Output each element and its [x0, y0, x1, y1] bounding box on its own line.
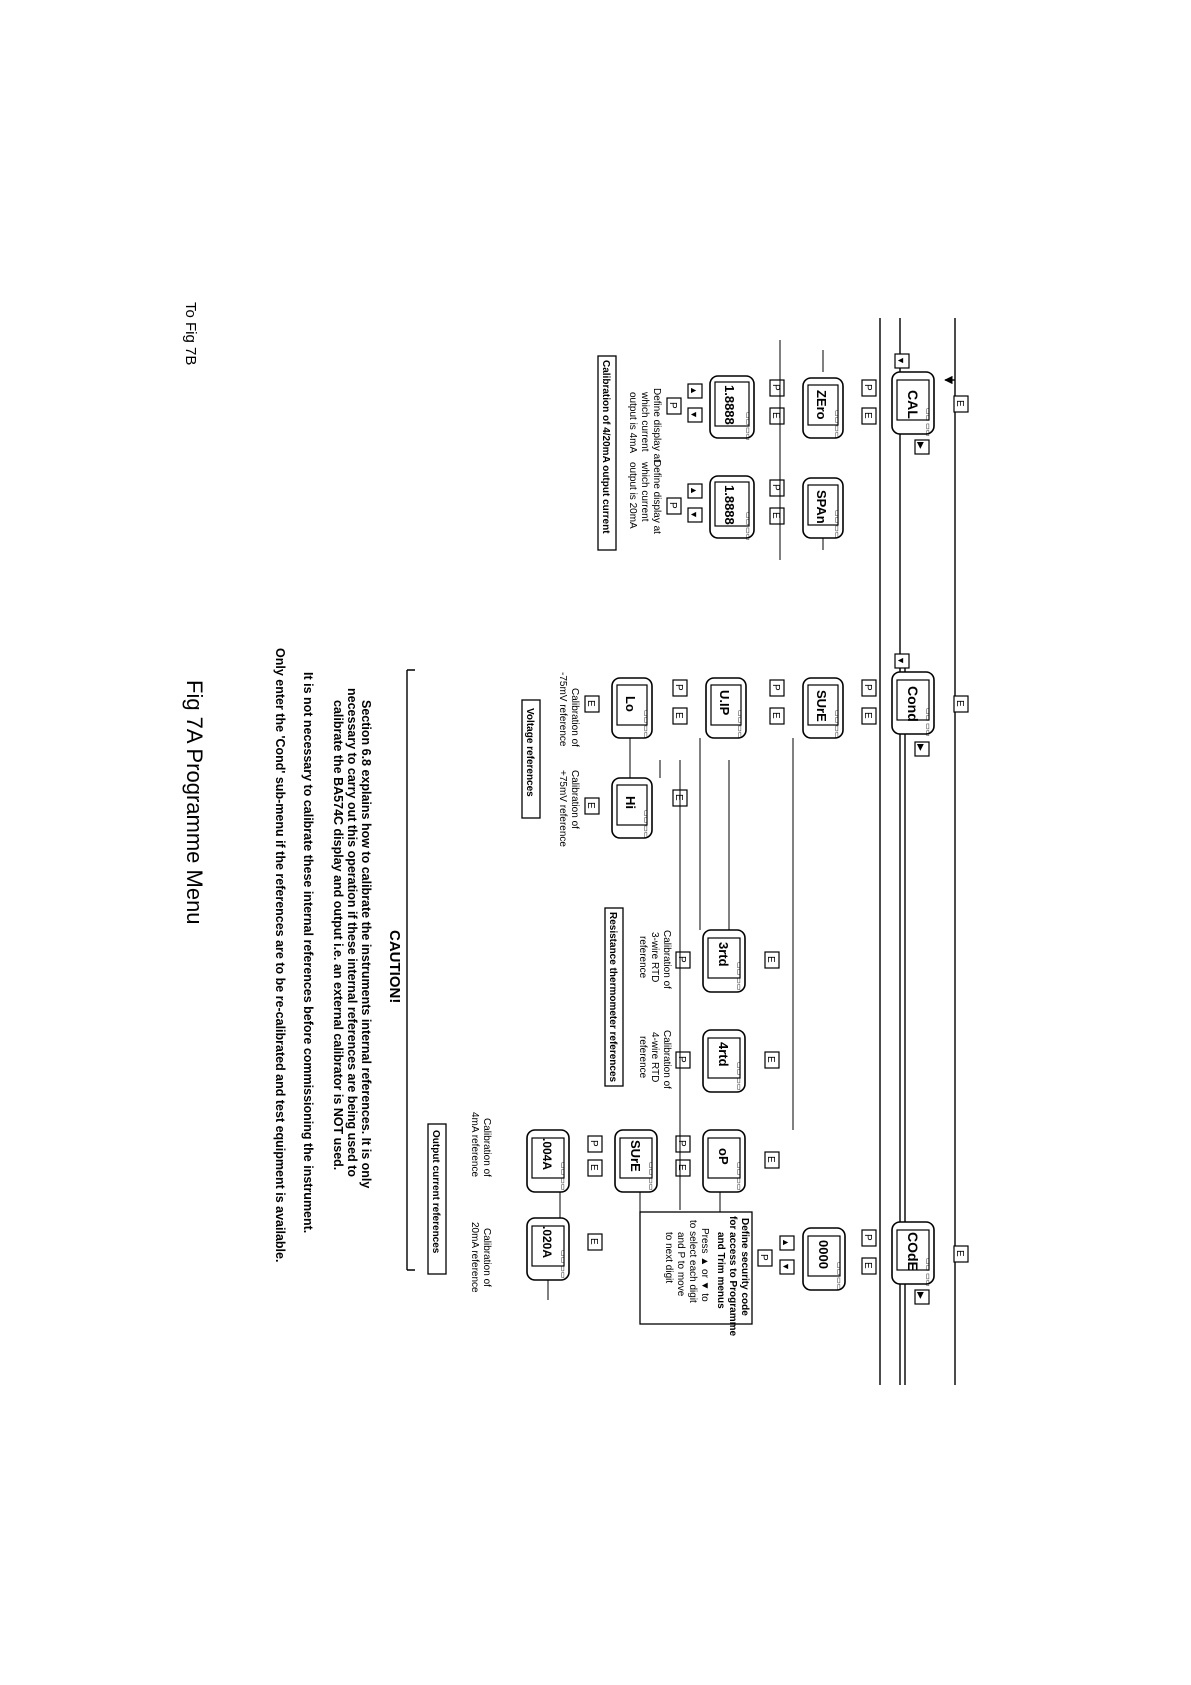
svg-text:▭▭ ▭▭: ▭▭ ▭▭ — [924, 708, 931, 737]
figure-title: Fig 7A Programme Menu — [182, 680, 207, 925]
svg-text:P: P — [588, 1140, 599, 1147]
caution-title: CAUTION! — [386, 930, 403, 1004]
svg-text:E: E — [588, 1238, 599, 1245]
svg-text:output is 20mA: output is 20mA — [627, 462, 638, 529]
voltage-lo[interactable] — [612, 678, 652, 738]
svg-text:E: E — [954, 400, 965, 407]
svg-text:▶: ▶ — [916, 442, 926, 449]
output-group-label — [428, 1124, 446, 1274]
menu-cond-label: Cond — [905, 686, 921, 722]
svg-text:▲: ▲ — [689, 486, 699, 495]
cond-uip[interactable] — [706, 678, 746, 738]
op-display[interactable] — [703, 1130, 745, 1192]
svg-text:P: P — [676, 956, 687, 963]
menu-cal-label: CAL — [905, 390, 921, 419]
svg-text:which current: which current — [639, 392, 650, 452]
svg-text:and P to move: and P to move — [675, 1232, 686, 1297]
svg-text:Output current references: Output current references — [430, 1130, 441, 1254]
svg-text:▼: ▼ — [689, 510, 699, 519]
svg-text:E: E — [770, 412, 781, 419]
svg-text:Calibration of: Calibration of — [569, 770, 580, 829]
svg-text:Calibration of: Calibration of — [661, 1030, 672, 1089]
svg-text:▶: ▶ — [916, 1292, 926, 1299]
svg-text:4rtd: 4rtd — [716, 1042, 731, 1067]
svg-text:E: E — [765, 956, 776, 963]
cal-down-button[interactable] — [895, 354, 909, 368]
op-sure-display[interactable] — [615, 1130, 657, 1192]
voltage-hi[interactable] — [612, 778, 652, 838]
svg-text:▭▭ ▭▭: ▭▭ ▭▭ — [559, 1162, 566, 1191]
svg-text:E: E — [585, 700, 596, 707]
svg-text:Calibration of 4/20mA output c: Calibration of 4/20mA output current — [600, 360, 611, 534]
svg-text:.020A: .020A — [540, 1226, 554, 1259]
svg-text:4mA reference: 4mA reference — [469, 1112, 480, 1178]
ma20-display[interactable] — [527, 1218, 569, 1280]
svg-text:Only enter the 'Cond' sub-menu: Only enter the 'Cond' sub-menu if the references are to be re-calibrated and test equipment is available. — [273, 648, 287, 1263]
svg-text:It is not necessary to calibra: It is not necessary to calibrate these internal references before commissioning the instrument. — [301, 672, 315, 1234]
svg-text:E: E — [588, 1164, 599, 1171]
svg-text:Section 6.8 explains how to ca: Section 6.8 explains how to calibrate the instruments internal references. It is only — [359, 700, 373, 1189]
svg-text:E: E — [770, 512, 781, 519]
svg-text:▶: ▶ — [916, 744, 926, 751]
voltage-descriptions — [557, 672, 580, 847]
code-adjust-buttons[interactable] — [758, 1236, 794, 1274]
cal-up-button[interactable] — [915, 440, 929, 454]
svg-text:▭▭ ▭▭: ▭▭ ▭▭ — [744, 412, 751, 441]
svg-text:P: P — [673, 684, 684, 691]
svg-text:reference: reference — [637, 936, 648, 979]
cal-p-button[interactable] — [862, 380, 876, 396]
svg-text:E: E — [862, 712, 873, 719]
span-value-display — [710, 476, 754, 540]
zero-p-button[interactable] — [770, 380, 784, 396]
svg-text:E: E — [770, 712, 781, 719]
svg-text:E: E — [954, 700, 965, 707]
svg-text:▭▭ ▭▭: ▭▭ ▭▭ — [647, 1162, 654, 1191]
cond-pe-buttons[interactable] — [862, 680, 876, 724]
span-p-button[interactable] — [770, 480, 784, 496]
svg-text:P: P — [667, 502, 678, 509]
rtd3-display[interactable] — [703, 930, 745, 992]
cond-e-button[interactable] — [954, 696, 968, 712]
svg-text:4-wire RTD: 4-wire RTD — [649, 1032, 660, 1083]
span-adjust-buttons[interactable] — [667, 484, 702, 522]
svg-text:3-wire RTD: 3-wire RTD — [649, 932, 660, 983]
svg-text:▭▭ ▭▭: ▭▭ ▭▭ — [924, 1258, 931, 1287]
svg-text:output is 4mA: output is 4mA — [627, 392, 638, 454]
menu-cal[interactable] — [892, 372, 934, 436]
caution-text — [273, 648, 373, 1262]
svg-text:U.IP: U.IP — [717, 690, 732, 716]
uip-pe-buttons[interactable] — [673, 680, 687, 724]
submenu-span[interactable] — [803, 478, 843, 538]
svg-text:Calibration of: Calibration of — [661, 930, 672, 989]
svg-text:▭▭ ▭▭: ▭▭ ▭▭ — [642, 810, 649, 839]
svg-text:E: E — [676, 1164, 687, 1171]
svg-text:▭▭ ▭▭: ▭▭ ▭▭ — [833, 410, 840, 439]
svg-text:20mA reference: 20mA reference — [469, 1222, 480, 1293]
svg-text:Resistance thermometer referen: Resistance thermometer references — [607, 912, 618, 1083]
output-descriptions — [469, 1112, 492, 1293]
svg-text:▭▭ ▭▭: ▭▭ ▭▭ — [735, 1162, 742, 1191]
caution-bracket-ends — [407, 670, 415, 1270]
menu-code[interactable] — [892, 1222, 934, 1286]
svg-text:.004A: .004A — [540, 1138, 554, 1171]
svg-text:and Trim menus: and Trim menus — [715, 1232, 726, 1309]
sure-pe-buttons[interactable] — [770, 680, 784, 724]
svg-text:which current: which current — [639, 462, 650, 522]
zero-adjust-buttons[interactable] — [667, 384, 702, 422]
svg-text:P: P — [676, 1056, 687, 1063]
svg-text:P: P — [862, 684, 873, 691]
svg-text:E: E — [765, 1156, 776, 1163]
svg-text:E: E — [862, 412, 873, 419]
span-description — [627, 460, 662, 534]
svg-text:reference: reference — [637, 1036, 648, 1079]
rtd-descriptions — [637, 930, 672, 1089]
svg-text:▭▭ ▭▭: ▭▭ ▭▭ — [833, 710, 840, 739]
svg-text:Define display at: Define display at — [651, 460, 662, 534]
svg-text:▭▭ ▭▭: ▭▭ ▭▭ — [835, 1262, 842, 1291]
svg-text:Define security code: Define security code — [739, 1218, 750, 1316]
svg-text:Calibration of: Calibration of — [481, 1118, 492, 1177]
svg-text:P: P — [770, 684, 781, 691]
svg-text:▼: ▼ — [896, 656, 906, 665]
svg-text:E: E — [585, 802, 596, 809]
span-e-button[interactable] — [770, 508, 784, 524]
svg-text:▭▭ ▭▭: ▭▭ ▭▭ — [744, 512, 751, 541]
menu-cond[interactable] — [892, 672, 934, 736]
voltage-group-label — [522, 700, 540, 818]
svg-text:Hi: Hi — [623, 796, 638, 809]
zero-e-button[interactable] — [770, 408, 784, 424]
svg-text:▼: ▼ — [781, 1262, 791, 1271]
svg-text:P: P — [758, 1254, 769, 1261]
svg-text:P: P — [770, 384, 781, 391]
svg-text:▼: ▼ — [896, 356, 906, 365]
svg-text:E: E — [673, 712, 684, 719]
svg-text:SUrE: SUrE — [814, 690, 829, 722]
svg-text:+75mV reference: +75mV reference — [557, 770, 568, 847]
svg-text:▲: ▲ — [689, 386, 699, 395]
svg-text:▭▭ ▭▭: ▭▭ ▭▭ — [924, 408, 931, 437]
svg-text:for access to Programme: for access to Programme — [727, 1216, 738, 1337]
svg-text:E: E — [673, 794, 684, 801]
svg-text:▼: ▼ — [689, 410, 699, 419]
cal-e-button[interactable] — [954, 396, 968, 412]
svg-text:to next digit: to next digit — [663, 1232, 674, 1284]
svg-text:▭▭ ▭▭: ▭▭ ▭▭ — [736, 710, 743, 739]
svg-text:3rtd: 3rtd — [716, 942, 731, 967]
svg-text:▭▭ ▭▭: ▭▭ ▭▭ — [559, 1250, 566, 1279]
svg-text:▭▭ ▭▭: ▭▭ ▭▭ — [833, 510, 840, 539]
zero-label: ZEro — [814, 390, 829, 420]
svg-text:▭▭ ▭▭: ▭▭ ▭▭ — [642, 710, 649, 739]
svg-text:P: P — [862, 384, 873, 391]
svg-text:1.8888: 1.8888 — [722, 385, 737, 425]
svg-text:E: E — [954, 1250, 965, 1257]
svg-text:P: P — [676, 1140, 687, 1147]
rtd4-display[interactable] — [703, 1030, 745, 1092]
svg-text:necessary to carry out this op: necessary to carry out this operation if these internal references are being used to — [345, 688, 359, 1178]
svg-text:▭▭ ▭▭: ▭▭ ▭▭ — [735, 1062, 742, 1091]
svg-text:Calibration of: Calibration of — [481, 1228, 492, 1287]
svg-text:Lo: Lo — [623, 696, 638, 712]
svg-text:P: P — [770, 484, 781, 491]
svg-text:Define display at: Define display at — [651, 388, 662, 462]
svg-text:▭▭ ▭▭: ▭▭ ▭▭ — [735, 962, 742, 991]
svg-text:P: P — [862, 1234, 873, 1241]
svg-text:1.8888: 1.8888 — [722, 485, 737, 525]
cal-e2-button[interactable] — [862, 408, 876, 424]
svg-text:oP: oP — [716, 1148, 731, 1165]
span-label: SPAn — [814, 490, 829, 524]
code-value-display[interactable] — [803, 1228, 845, 1290]
svg-text:▲: ▲ — [781, 1238, 791, 1247]
code-description-box — [640, 1212, 752, 1336]
menu-code-label: COdE — [905, 1232, 921, 1271]
svg-text:P: P — [667, 402, 678, 409]
svg-text:calibrate the BA574C display a: calibrate the BA574C display and output i.e. an external calibrator is NOT used. — [331, 700, 345, 1171]
submenu-zero[interactable] — [803, 378, 843, 438]
svg-text:E: E — [765, 1056, 776, 1063]
cond-sure[interactable] — [803, 678, 843, 738]
svg-text:Press ▲ or ▼ to: Press ▲ or ▼ to — [699, 1228, 710, 1302]
ma4-display[interactable] — [527, 1130, 569, 1192]
svg-text:E: E — [862, 1262, 873, 1269]
svg-text:to select each digit: to select each digit — [687, 1220, 698, 1303]
svg-text:SUrE: SUrE — [628, 1140, 643, 1172]
cal-group-label — [598, 356, 616, 550]
rtd-group-label — [605, 908, 623, 1086]
svg-text:-75mV reference: -75mV reference — [557, 672, 568, 747]
to-fig-label: To Fig 7B — [182, 302, 199, 366]
svg-text:Calibration of: Calibration of — [569, 688, 580, 747]
zero-value-display — [710, 376, 754, 440]
svg-text:0000: 0000 — [816, 1240, 831, 1269]
svg-text:Voltage references: Voltage references — [524, 708, 535, 797]
zero-description — [627, 388, 662, 462]
